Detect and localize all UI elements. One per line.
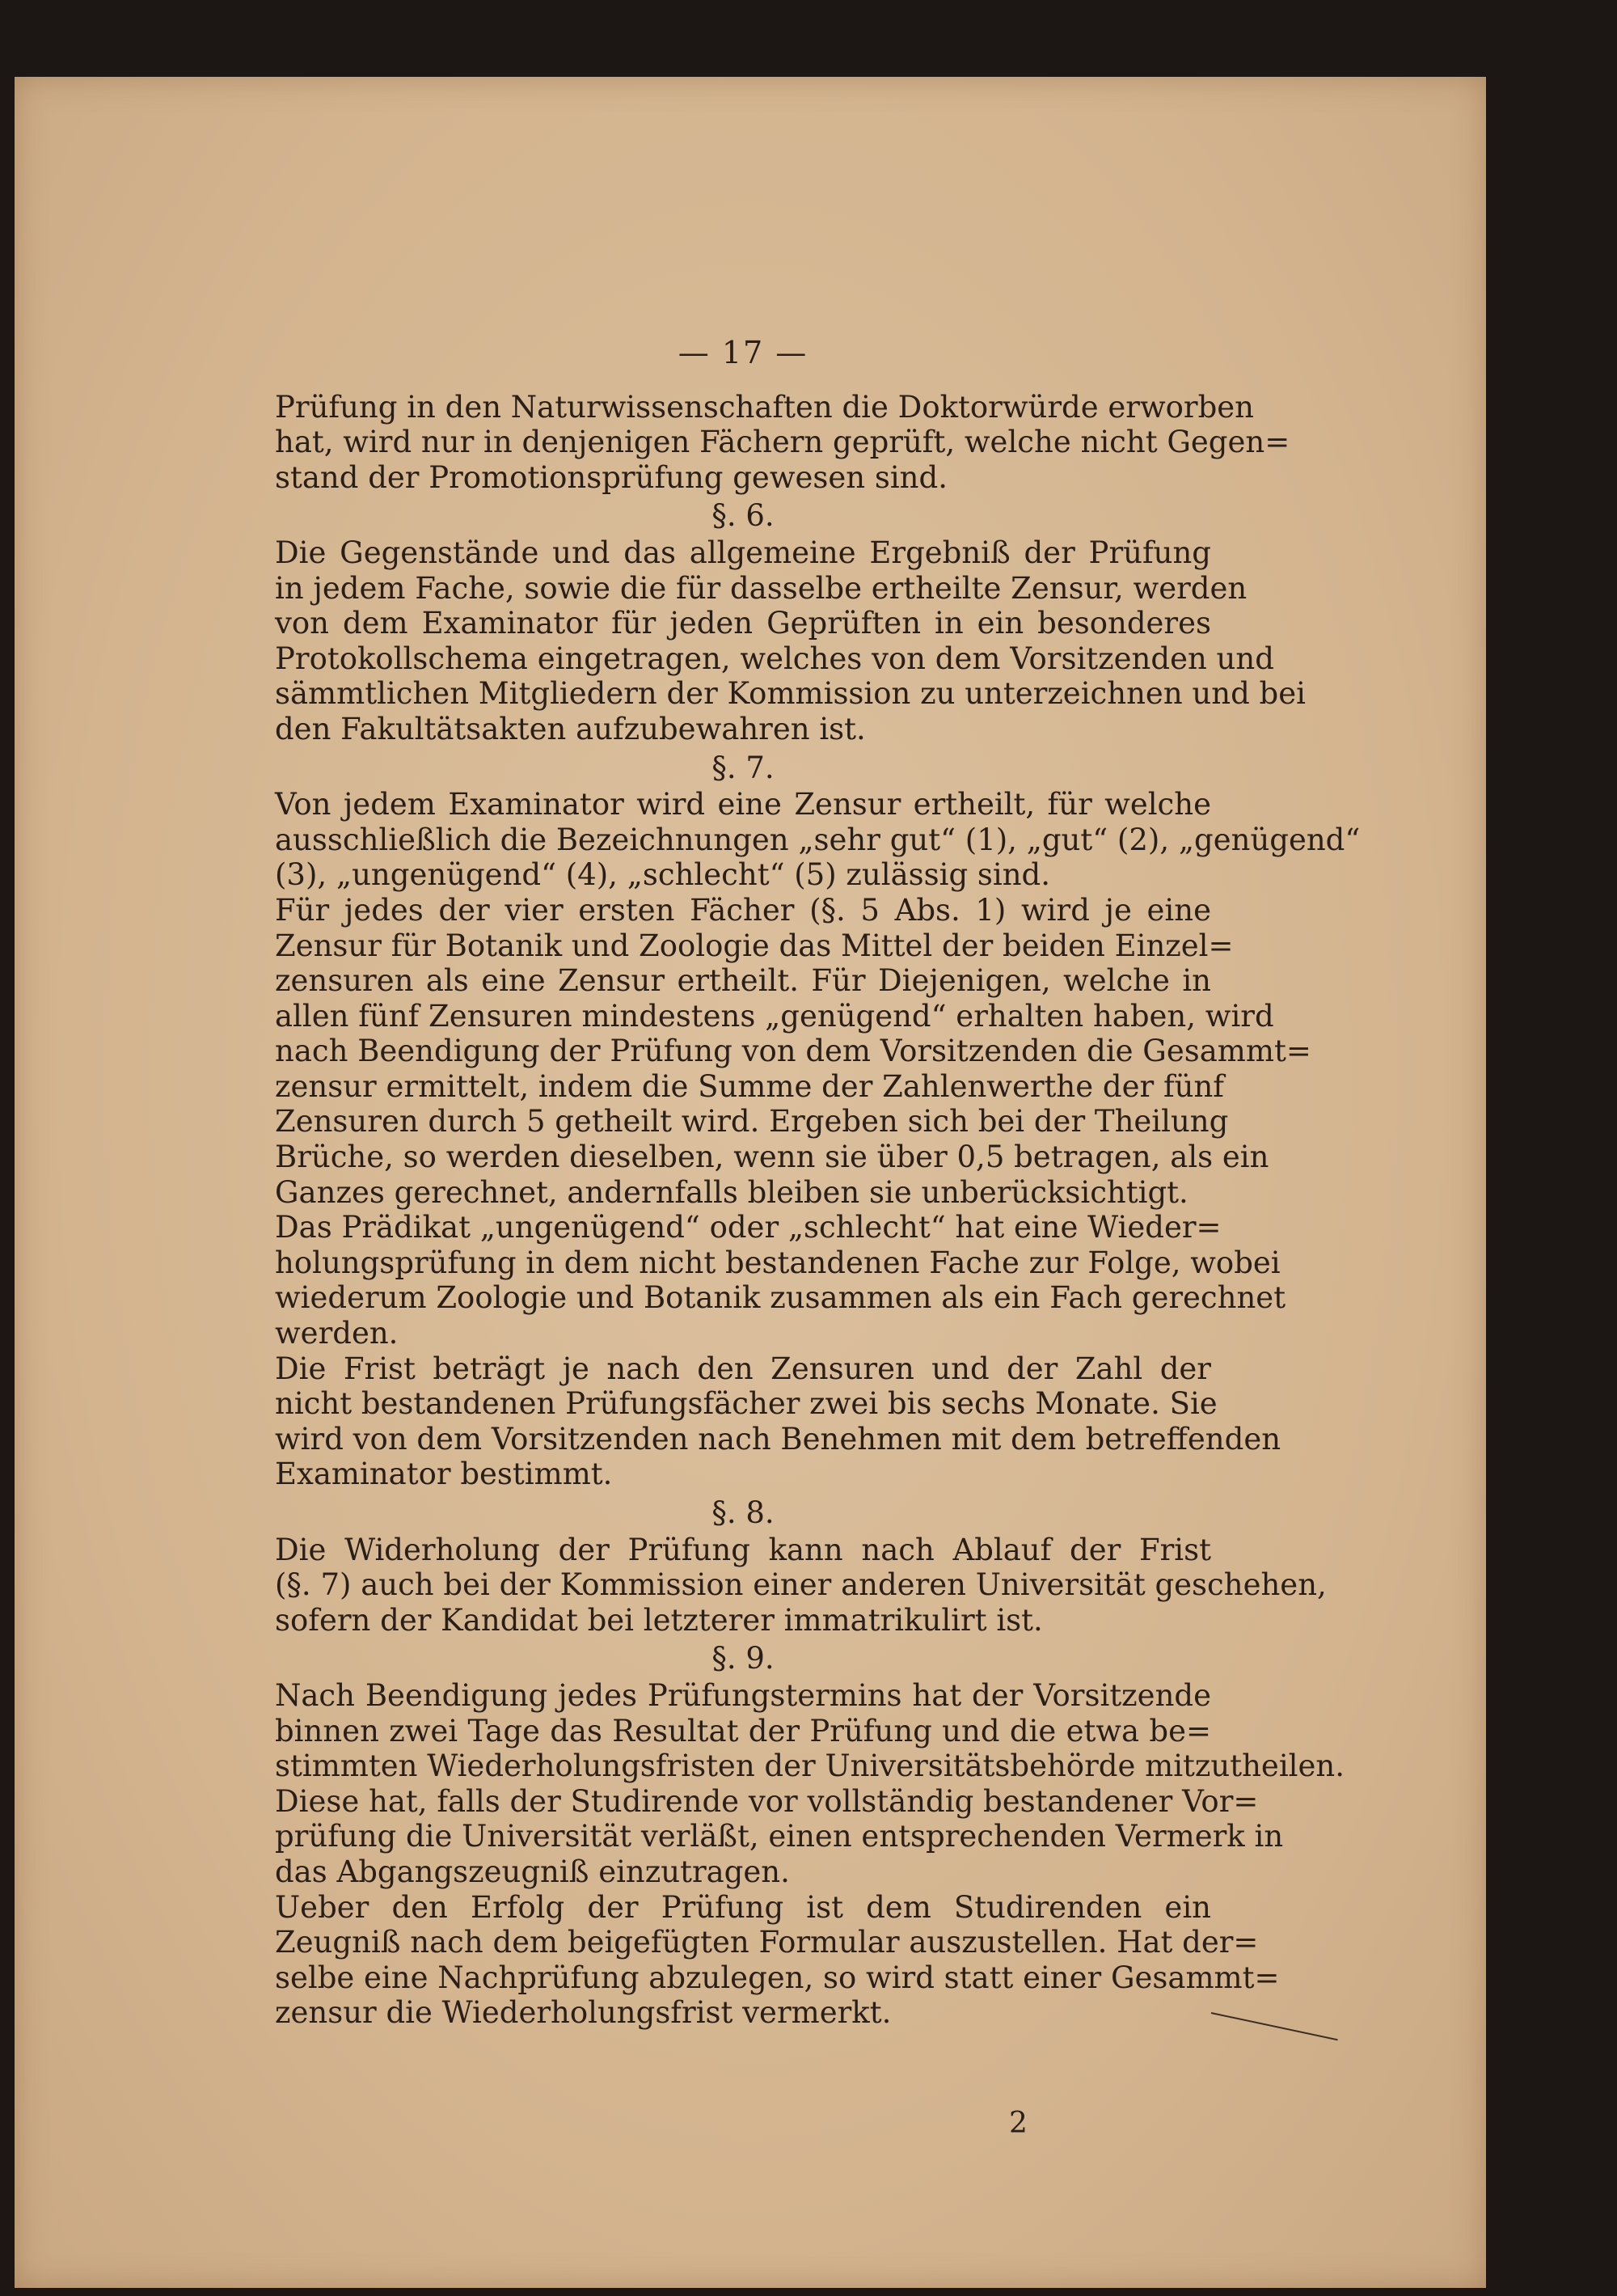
book-page	[15, 77, 1486, 2288]
page-number-header: — 17 —	[678, 335, 808, 370]
text-line: ausschließlich die Bezeichnungen „sehr gut“ (1), „gut“ (2), „genügend“	[275, 822, 1361, 857]
text-line: das Abgangszeugniß einzutragen.	[275, 1854, 790, 1889]
text-line: Ueber den Erfolg der Prüfung ist dem Studirenden ein	[275, 1889, 1211, 1925]
paragraph	[275, 1677, 1345, 1890]
margin-pencil-mark	[1211, 2012, 1338, 2040]
text-line: prüfung die Universität verläßt, einen entsprechenden Vermerk in	[275, 1819, 1284, 1854]
text-line: werden.	[275, 1316, 399, 1351]
text-line: stand der Promotionsprüfung gewesen sind.	[275, 459, 948, 495]
text-line: Examinator bestimmt.	[275, 1457, 613, 1492]
text-line: Zensur für Botanik und Zoologie das Mittel der beiden Einzel=	[275, 928, 1234, 963]
section-heading: §. 6.	[711, 498, 775, 534]
text-line: stimmten Wiederholungsfristen der Universitätsbehörde mitzutheilen.	[275, 1748, 1345, 1784]
text-line: Das Prädikat „ungenügend“ oder „schlecht“ hat eine Wieder=	[275, 1210, 1222, 1245]
text-line: Zensuren durch 5 getheilt wird. Ergeben sich bei der Theilung	[275, 1104, 1229, 1140]
text-line: allen fünf Zensuren mindestens „genügend“ erhalten haben, wird	[275, 998, 1274, 1034]
text-blocks	[275, 389, 1361, 2031]
text-line: Diese hat, falls der Studirende vor vollständig bestandener Vor=	[275, 1783, 1259, 1819]
text-line: Brüche, so werden dieselben, wenn sie über 0,5 betragen, als ein	[275, 1140, 1269, 1175]
text-line: Prüfung in den Naturwissenschaften die Doktorwürde erworben	[275, 389, 1255, 425]
text-line: (3), „ungenügend“ (4), „schlecht“ (5) zulässig sind.	[275, 857, 1050, 893]
text-line: hat, wird nur in denjenigen Fächern geprüft, welche nicht Gegen=	[275, 425, 1290, 460]
text-line: wird von dem Vorsitzenden nach Benehmen mit dem betreffenden	[275, 1421, 1281, 1457]
text-line: nach Beendigung der Prüfung von dem Vorsitzenden die Gesammt=	[275, 1034, 1311, 1069]
section-heading: §. 8.	[711, 1495, 775, 1530]
text-line: Die Gegenstände und das allgemeine Ergebniß der Prüfung	[275, 535, 1211, 570]
text-line: sämmtlichen Mitgliedern der Kommission zu unterzeichnen und bei	[275, 676, 1306, 712]
paragraph	[275, 1351, 1281, 1492]
text-line: den Fakultätsakten aufzubewahren ist.	[275, 711, 866, 746]
page-text	[275, 335, 1361, 2031]
section-heading: §. 7.	[711, 750, 775, 785]
text-line: von dem Examinator für jeden Geprüften in ein besonderes	[275, 606, 1211, 641]
text-line: Für jedes der vier ersten Fächer (§. 5 Abs. 1) wird je eine	[275, 892, 1211, 928]
text-line: binnen zwei Tage das Resultat der Prüfung und die etwa be=	[275, 1713, 1211, 1748]
text-line: Zeugniß nach dem beigefügten Formular auszustellen. Hat der=	[275, 1925, 1259, 1960]
paragraph	[275, 1889, 1280, 2031]
text-line: Nach Beendigung jedes Prüfungstermins hat der Vorsitzende	[275, 1677, 1211, 1713]
section-heading: §. 9.	[711, 1641, 775, 1677]
paragraph	[275, 1210, 1286, 1351]
text-line: Von jedem Examinator wird eine Zensur ertheilt, für welche	[275, 787, 1211, 822]
text-line: Protokollschema eingetragen, welches von dem Vorsitzenden und	[275, 641, 1274, 676]
text-line: zensur die Wiederholungsfrist vermerkt.	[275, 1995, 892, 2031]
paragraph	[275, 1532, 1327, 1638]
text-line: (§. 7) auch bei der Kommission einer anderen Universität geschehen,	[275, 1567, 1327, 1603]
paragraph	[275, 535, 1306, 747]
text-line: nicht bestandenen Prüfungsfächer zwei bis sechs Monate. Sie	[275, 1386, 1218, 1422]
text-line: zensuren als eine Zensur ertheilt. Für Diejenigen, welche in	[275, 963, 1211, 999]
paragraph	[275, 389, 1290, 496]
text-line: in jedem Fache, sowie die für dasselbe ertheilte Zensur, werden	[275, 570, 1248, 606]
text-line: Die Frist beträgt je nach den Zensuren und der Zahl der	[275, 1351, 1211, 1386]
text-line: wiederum Zoologie und Botanik zusammen als ein Fach gerechnet	[275, 1280, 1286, 1316]
text-line: sofern der Kandidat bei letzterer immatrikulirt ist.	[275, 1602, 1043, 1638]
paragraph	[275, 892, 1311, 1210]
text-line: Die Widerholung der Prüfung kann nach Ablauf der Frist	[275, 1532, 1211, 1567]
signature-mark: 2	[1009, 2107, 1028, 2140]
text-line: Ganzes gerechnet, andernfalls bleiben sie unberücksichtigt.	[275, 1174, 1188, 1210]
text-line: holungsprüfung in dem nicht bestandenen Fache zur Folge, wobei	[275, 1245, 1281, 1280]
paragraph	[275, 787, 1361, 893]
text-line: zensur ermittelt, indem die Summe der Zahlenwerthe der fünf	[275, 1068, 1224, 1104]
text-line: selbe eine Nachprüfung abzulegen, so wird statt einer Gesammt=	[275, 1960, 1280, 1995]
